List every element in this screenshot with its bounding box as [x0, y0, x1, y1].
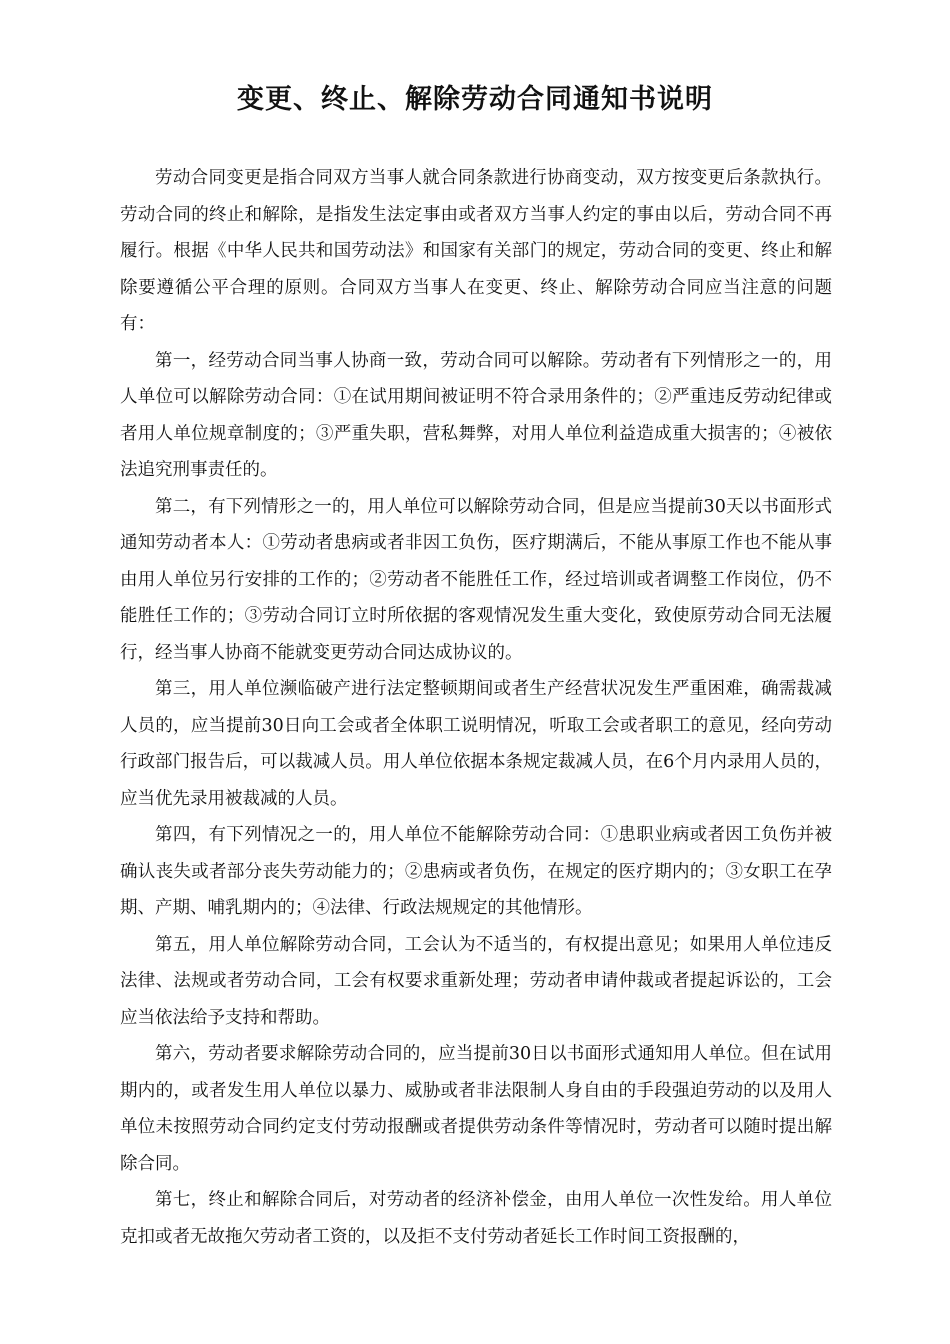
paragraph-seventh: 第七，终止和解除合同后，对劳动者的经济补偿金，由用人单位一次性发给。用人单位克扣或者无故拖欠劳动者工资的，以及拒不支付劳动者延长工作时间工资报酬的，	[120, 1190, 832, 1247]
document-body	[120, 160, 832, 1255]
paragraph-second: 第二，有下列情形之一的，用人单位可以解除劳动合同，但是应当提前30天以书面形式通知劳动者本人：①劳动者患病或者非因工负伤，医疗期满后，不能从事原工作也不能从事由用人单位另行安排的工作的；②劳动者不能胜任工作，经过培训或者调整工作岗位，仍不能胜任工作的；③劳动合同订立时所依据的客观情况发生重大变化，致使原劳动合同无法履行，经当事人协商不能就变更劳动合同达成协议的。	[120, 496, 832, 663]
paragraph-fifth: 第五，用人单位解除劳动合同，工会认为不适当的，有权提出意见；如果用人单位违反法律、法规或者劳动合同，工会有权要求重新处理；劳动者申请仲裁或者提起诉讼的，工会应当依法给予支持和帮助。	[120, 934, 832, 1028]
paragraph-third: 第三，用人单位濒临破产进行法定整顿期间或者生产经营状况发生严重困难，确需裁减人员的，应当提前30日向工会或者全体职工说明情况，听取工会或者职工的意见，经向劳动行政部门报告后，可以裁减人员。用人单位依据本条规定裁减人员，在6个月内录用人员的，应当优先录用被裁减的人员。	[120, 679, 832, 809]
paragraph-fourth: 第四，有下列情况之一的，用人单位不能解除劳动合同：①患职业病或者因工负伤并被确认丧失或者部分丧失劳动能力的；②患病或者负伤，在规定的医疗期内的；③女职工在孕期、产期、哺乳期内的；④法律、行政法规规定的其他情形。	[120, 825, 832, 918]
paragraph-intro: 劳动合同变更是指合同双方当事人就合同条款进行协商变动，双方按变更后条款执行。劳动合同的终止和解除，是指发生法定事由或者双方当事人约定的事由以后，劳动合同不再履行。根据《中华人民共和国劳动法》和国家有关部门的规定，劳动合同的变更、终止和解除要遵循公平合理的原则。合同双方当事人在变更、终止、解除劳动合同应当注意的问题有：	[120, 168, 832, 334]
document-title: 变更、终止、解除劳动合同通知书说明	[237, 84, 713, 115]
paragraph-first: 第一，经劳动合同当事人协商一致，劳动合同可以解除。劳动者有下列情形之一的，用人单位可以解除劳动合同：①在试用期间被证明不符合录用条件的；②严重违反劳动纪律或者用人单位规章制度的；③严重失职，营私舞弊，对用人单位利益造成重大损害的；④被依法追究刑事责任的。	[120, 350, 832, 480]
paragraph-sixth: 第六，劳动者要求解除劳动合同的，应当提前30日以书面形式通知用人单位。但在试用期内的，或者发生用人单位以暴力、威胁或者非法限制人身自由的手段强迫劳动的以及用人单位未按照劳动合同约定支付劳动报酬或者提供劳动条件等情况时，劳动者可以随时提出解除合同。	[120, 1044, 832, 1174]
